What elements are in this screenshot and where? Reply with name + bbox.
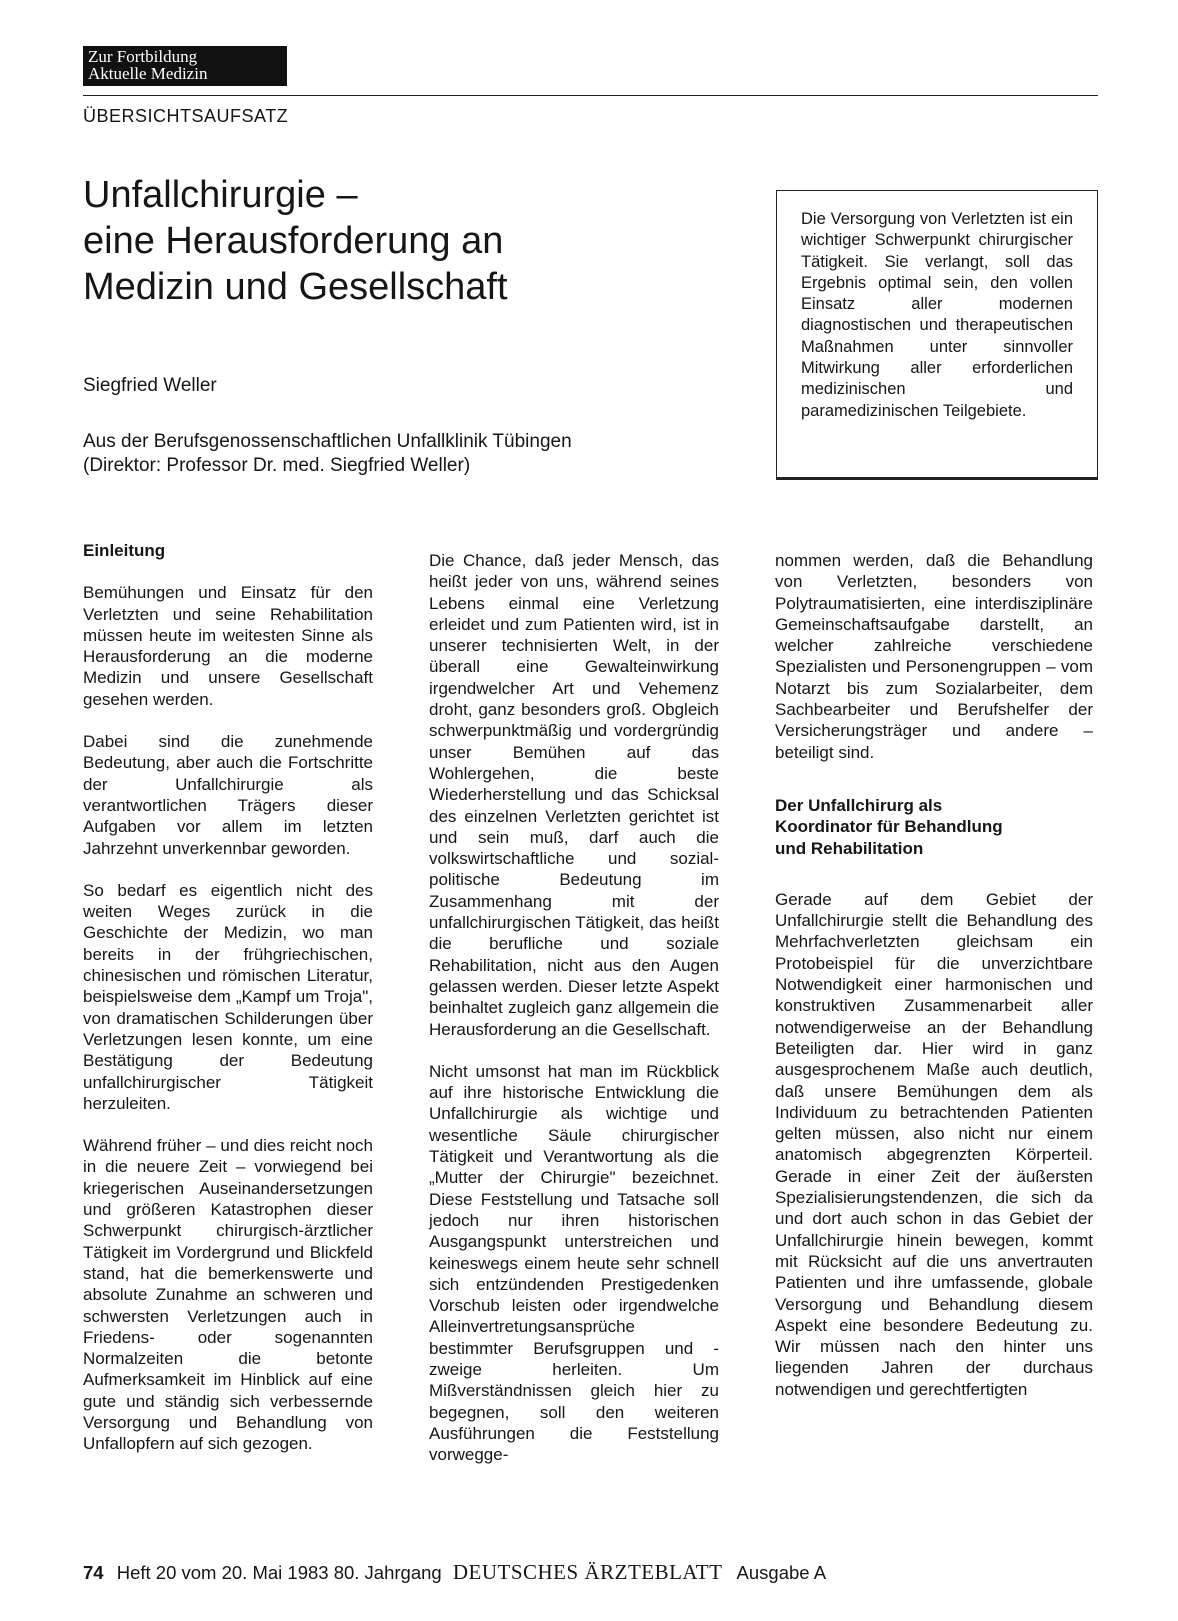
edition: Ausgabe A: [736, 1562, 827, 1583]
affiliation-line: Aus der Berufsgenossenschaftlichen Unfallklinik Tübingen: [83, 431, 572, 452]
paragraph: Bemühungen und Einsatz für den Verletzten und seine Rehabilitation müssen heute im weitesten Sinne als Herausforderung an die moderne Medizin und unsere Gesellschaft gesehen werden.: [83, 583, 373, 709]
body-column-2: [429, 550, 719, 1486]
title-line: eine Herausforderung an: [83, 220, 504, 262]
abstract-left-rule: [776, 190, 777, 480]
paragraph: So bedarf es eigentlich nicht des weiten Weges zurück in die Geschichte der Medizin, wo man bereits in der frühgriechischen, chinesischen und römischen Literatur, beispielsweise dem „Kampf um Troja", von dramatischen Schilderungen über Verletzungen lesen konnte, um eine Bestätigung der Bedeutung unfallchirurgischer Tätigkeit herzuleiten.: [83, 880, 373, 1113]
section-heading-koordinator: [775, 795, 1093, 859]
heading-line: Koordinator für Behandlung: [775, 817, 1003, 837]
heading-line: Der Unfallchirurg als: [775, 795, 943, 815]
section-tag-line1: Zur Fortbildung: [88, 47, 198, 66]
affiliation-line: (Direktor: Professor Dr. med. Siegfried Weller): [83, 455, 471, 476]
article-type-label: ÜBERSICHTSAUFSATZ: [83, 106, 289, 126]
paragraph: Dabei sind die zunehmende Bedeutung, aber auch die Fortschritte der Unfallchirurgie als verantwortlichen Trägers dieser Aufgaben vor allem im letzten Jahrzehnt unverkennbar geworden.: [83, 732, 373, 858]
paragraph: Nicht umsonst hat man im Rückblick auf ihre historische Entwicklung die Unfallchirurgie als wichtige und wesentliche Säule chirurgischer Tätigkeit und Verantwortung als die „Mutter der Chirurgie" bezeichnet. Diese Feststellung und Tatsache soll jedoch nur ihren historischen Ausgangspunkt unterstreichen und keineswegs einem heute sehr schnell sich entzündenden Prestigedenken Vorschub leisten oder irgendwelche Alleinvertretungsansprüche bestimmter Berufsgruppen und -zweige herleiten. Um Mißverständnissen gleich hier zu begegnen, soll den weiteren Ausführungen die Feststellung vorwegge-: [429, 1061, 719, 1465]
paragraph: Die Chance, daß jeder Mensch, das heißt jeder von uns, während seines Lebens einmal eine Verletzung erleidet und zum Patienten wird, ist in unserer technisierten Welt, in der überall eine Gewalteinwirkung irgendwelcher Art und Vehemenz droht, ganz besonders groß. Obgleich schwerpunktmäßig und vordergründig unser Bemühen auf das Wohlergehen, die beste Wiederherstellung und das Schicksal des einzelnen Verletzten gerichtet ist und sein muß, darf auch die volkswirtschaftliche und sozial-politische Bedeutung im Zusammenhang mit der unfallchirurgischen Tätigkeit, das heißt die berufliche und soziale Rehabilitation, nicht aus den Augen gelassen werden. Dieser letzte Aspekt beinhaltet zugleich ganz allgemein die Herausforderung an die Gesellschaft.: [429, 551, 719, 1039]
section-tag: [83, 46, 287, 86]
header-rule: [83, 95, 1098, 96]
section-heading-einleitung: Einleitung: [83, 541, 166, 560]
issue-info: Heft 20 vom 20. Mai 1983 80. Jahrgang: [116, 1562, 442, 1583]
body-column-1: [83, 540, 373, 1476]
title-line: Unfallchirurgie –: [83, 174, 358, 216]
page-footer: [83, 1560, 826, 1585]
abstract-box: [776, 190, 1098, 480]
paragraph: Während früher – und dies reicht noch in die neuere Zeit – vorwiegend bei kriegerischen Auseinandersetzungen und größeren Katastrophen dieser Schwerpunkt chirurgisch-ärztlicher Tätigkeit im Vordergrund und Blickfeld stand, hat die bemerkenswerte und absolute Zunahme an schweren und schwersten Verletzungen auch in Friedens- oder sogenannten Normalzeiten die betonte Aufmerksamkeit im Hinblick auf eine gute und ständig sich verbessernde Versorgung und Behandlung von Unfallopfern auf sich gezogen.: [83, 1136, 373, 1454]
heading-line: und Rehabilitation: [775, 838, 924, 858]
author-name: Siegfried Weller: [83, 375, 217, 396]
journal-name: DEUTSCHES ÄRZTEBLATT: [452, 1560, 723, 1584]
page-number: 74: [83, 1562, 104, 1583]
body-column-3: [775, 550, 1093, 1421]
paragraph: nommen werden, daß die Behandlung von Verletzten, besonders von Polytraumatisierten, eine interdisziplinäre Gemeinschaftsaufgabe darstellt, an welcher zahlreiche verschiedene Spezialisten und Personengruppen – vom Notarzt bis zum Sozialarbeiter, dem Sachbearbeiter und Berufshelfer der Versicherungsträger und andere – beteiligt sind.: [775, 551, 1093, 762]
paragraph: Gerade auf dem Gebiet der Unfallchirurgie stellt die Behandlung des Mehrfachverletzten gleichsam ein Protobeispiel für die unverzichtbare Notwendigkeit einer harmonischen und konstruktiven Zusammenarbeit aller notwendigerweise an der Behandlung Beteiligten dar. Hier wird in ganz ausgesprochenem Maße auch deutlich, daß unsere Bemühungen dem als Individuum zu betrachtenden Patienten gelten müssen, also nicht nur einem anatomisch abgegrenzten Körperteil. Gerade in einer Zeit der äußersten Spezialisierungstendenzen, die sich da und dort auch schon in das Gebiet der Unfallchirurgie hinein bewegen, kommt mit Rücksicht auf die uns anvertrauten Patienten und ihre umfassende, globale Versorgung und Behandlung diesem Aspekt eine besondere Bedeutung zu. Wir müssen nach den hinter uns liegenden Jahren der durchaus notwendigen und gerechtfertigten: [775, 889, 1093, 1399]
affiliation: [83, 430, 572, 478]
article-title: [83, 172, 508, 310]
section-tag-line2: Aktuelle Medizin: [88, 64, 208, 83]
title-line: Medizin und Gesellschaft: [83, 266, 508, 308]
abstract-text: Die Versorgung von Verletzten ist ein wichtiger Schwerpunkt chirurgischer Tätigkeit. Sie verlangt, soll das Ergebnis optimal sein, den vollen Einsatz aller modernen diagnostischen und therapeutischen Maßnahmen unter sinnvoller Mitwirkung aller erforderlichen medizinischen und paramedizinischen Teilgebiete.: [801, 210, 1073, 420]
